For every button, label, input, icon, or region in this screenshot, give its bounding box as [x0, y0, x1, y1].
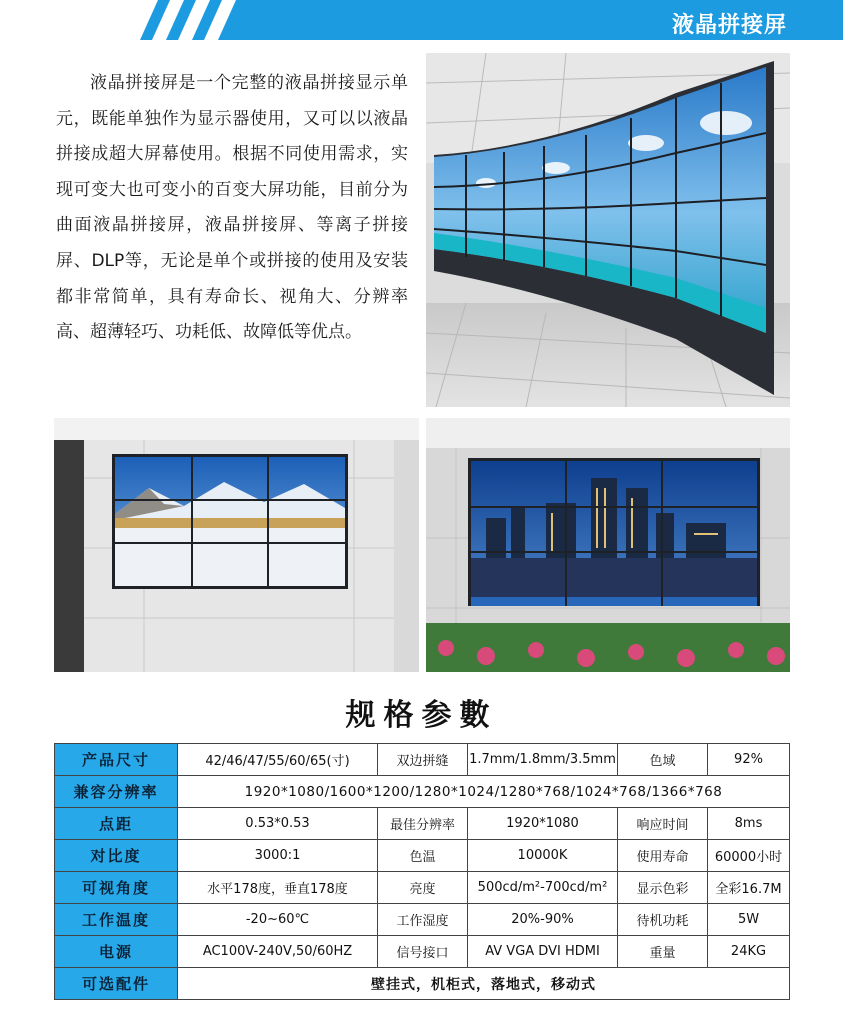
spec-label: 双边拼缝 — [378, 744, 468, 776]
spec-title: 规格参數 — [345, 698, 498, 733]
spec-value: 全彩16.7M — [708, 872, 790, 904]
table-row — [55, 840, 790, 872]
spec-label: 重量 — [618, 936, 708, 968]
spec-label: 兼容分辨率 — [55, 776, 178, 808]
spec-value: -20~60℃ — [178, 904, 378, 936]
spec-label: 色域 — [618, 744, 708, 776]
page-title: 液晶拼接屏 — [671, 13, 787, 38]
spec-value: AC100V-240V,50/60HZ — [178, 936, 378, 968]
spec-value: AV VGA DVI HDMI — [468, 936, 618, 968]
curved-video-wall-photo — [426, 53, 790, 407]
spec-value: 42/46/47/55/60/65(寸) — [178, 744, 378, 776]
spec-label: 产品尺寸 — [55, 744, 178, 776]
spec-value: 0.53*0.53 — [178, 808, 378, 840]
table-row — [55, 776, 790, 808]
table-row — [55, 968, 790, 1000]
spec-label: 使用寿命 — [618, 840, 708, 872]
spec-label: 响应时间 — [618, 808, 708, 840]
spec-value: 92% — [708, 744, 790, 776]
intro-paragraph: 液晶拼接屏是一个完整的液晶拼接显示单元，既能单独作为显示器使用，又可以以液晶拼接成超大屏幕使用。根据不同使用需求，实现可变大也可变小的百变大屏功能，目前分为曲面液晶拼接屏，液晶拼接屏、等离子拼接屏、DLP等，无论是单个或拼接的使用及安装都非常简单，具有寿命长、视角大、分辨率高、超薄轻巧、功耗低、故障低等优点。 — [56, 73, 408, 343]
spec-label: 点距 — [55, 808, 178, 840]
spec-table — [54, 743, 790, 1000]
spec-value: 1.7mm/1.8mm/3.5mm — [468, 744, 618, 776]
spec-label: 工作温度 — [55, 904, 178, 936]
spec-label: 可视角度 — [55, 872, 178, 904]
spec-label: 对比度 — [55, 840, 178, 872]
table-row — [55, 744, 790, 776]
spec-value: 5W — [708, 904, 790, 936]
table-row — [55, 904, 790, 936]
spec-value: 24KG — [708, 936, 790, 968]
spec-label: 可选配件 — [55, 968, 178, 1000]
table-row — [55, 936, 790, 968]
spec-value: 8ms — [708, 808, 790, 840]
spec-label: 亮度 — [378, 872, 468, 904]
table-row — [55, 872, 790, 904]
snow-landscape-wall-photo — [54, 418, 419, 672]
spec-label: 显示色彩 — [618, 872, 708, 904]
city-night-wall-photo — [426, 418, 790, 672]
spec-label: 信号接口 — [378, 936, 468, 968]
spec-value: 500cd/m²-700cd/m² — [468, 872, 618, 904]
spec-label: 色温 — [378, 840, 468, 872]
spec-label: 工作湿度 — [378, 904, 468, 936]
spec-value: 3000:1 — [178, 840, 378, 872]
spec-value: 1920*1080/1600*1200/1280*1024/1280*768/1024*768/1366*768 — [178, 776, 790, 808]
spec-value: 60000小时 — [708, 840, 790, 872]
spec-label: 电源 — [55, 936, 178, 968]
table-row — [55, 808, 790, 840]
spec-value: 20%-90% — [468, 904, 618, 936]
spec-value: 1920*1080 — [468, 808, 618, 840]
spec-value: 壁挂式，机柜式，落地式，移动式 — [178, 968, 790, 1000]
spec-value: 10000K — [468, 840, 618, 872]
spec-label: 待机功耗 — [618, 904, 708, 936]
spec-value: 水平178度，垂直178度 — [178, 872, 378, 904]
spec-label: 最佳分辨率 — [378, 808, 468, 840]
